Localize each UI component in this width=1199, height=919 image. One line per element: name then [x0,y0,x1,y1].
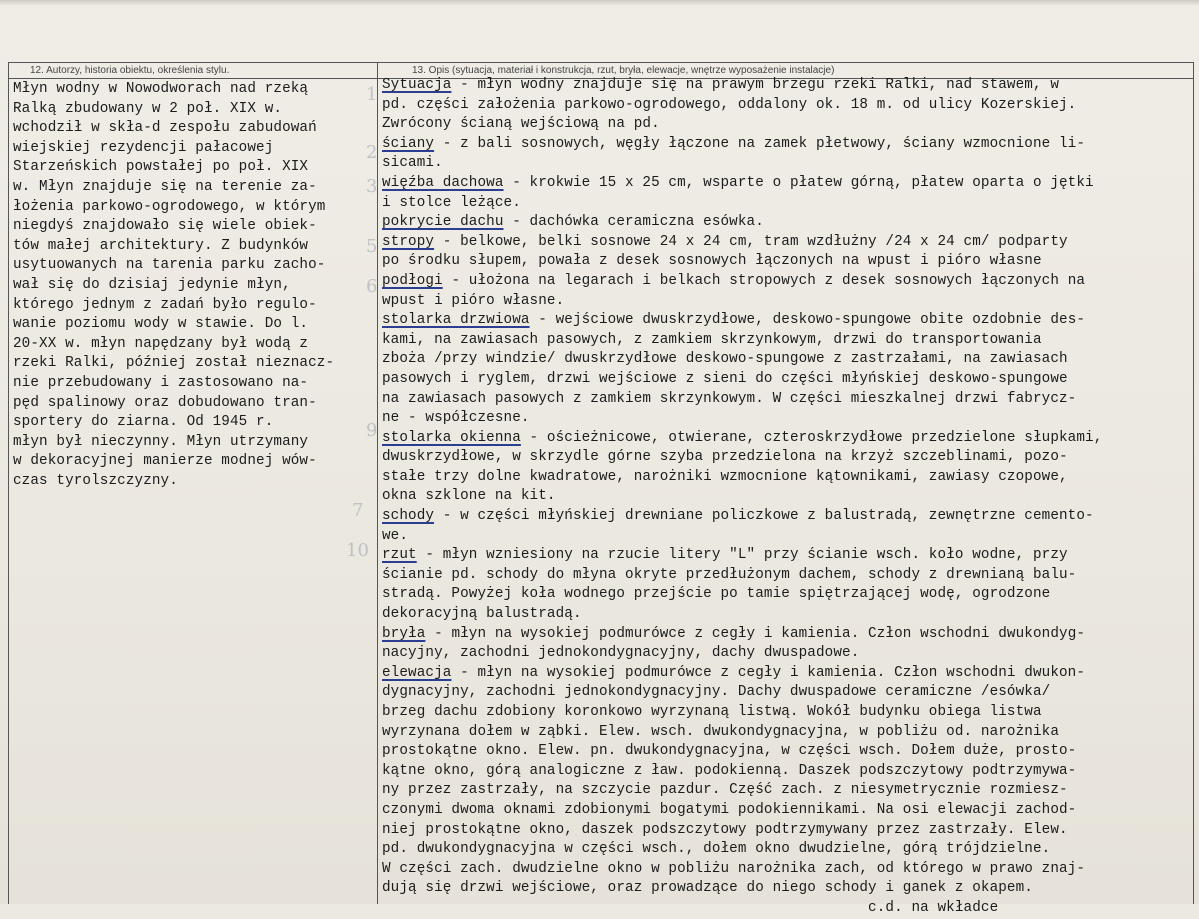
history-column-header: 12. Autorzy, historia obiektu, określenia stylu. [30,65,230,76]
description-term: Sytuacja [382,77,452,93]
margin-pencil-mark: 9 [366,420,378,441]
form-rule-left [8,62,9,904]
description-entry [382,900,998,916]
margin-pencil-mark: 5 [366,236,378,257]
description-body: - młyn wzniesiony na rzucie litery "L" przy ścianie wsch. koło wodne, przy ścianie pd. schody do młyna okryte przedłużonym dachem, schody z drewnianą balu- stradą. Powyżej koła wodnego przejście po tamie spiętrzającej wodę, ogrodzone dekoracyjną balustradą. [382,547,1077,623]
description-term: schody [382,508,435,525]
paper-top-edge [0,0,1199,6]
description-body: - belkowe, belki sosnowe 24 x 24 cm, tram wzdłużny /24 x 24 cm/ podparty po środku słupem, powała z desek sosnowych łączonych na wpust i pióro własne [382,233,1068,270]
description-entry [382,136,1085,172]
description-body: - młyn na wysokiej podmurówce z cegły i kamienia. Człon wschodni dwukondyg- nacyjny, zachodni jednokondygnacyjny, dachy dwuspadowe. [382,625,1086,662]
description-entry [382,430,1102,505]
description-body: - dachówka ceramiczna esówka. [503,214,764,231]
description-term: więźba dachowa [382,174,504,191]
description-term: podłogi [382,272,443,289]
description-term: stropy [382,233,435,250]
margin-pencil-mark: 3 [366,176,378,197]
description-entry [382,665,1085,897]
description-entry [382,175,1094,211]
description-entry [382,312,1085,426]
description-column-header: 13. Opis (sytuacja, materiał i konstrukcja, rzut, bryła, elewacje, wnętrze wyposażenie instalacje) [412,65,835,76]
margin-pencil-mark: 1 [366,84,378,105]
description-term: stolarka drzwiowa [382,312,530,329]
description-body: - w części młyńskiej drewniane policzkowe z balustradą, zewnętrzne cemento- we. [382,508,1094,544]
description-body: - ułożona na legarach i belkach stropowych z desek sosnowych łączonych na wpust i pióro własne. [382,272,1086,309]
description-term: rzut [382,547,417,564]
history-text: Młyn wodny w Nowodworach nad rzeką Ralką zbudowany w 2 poł. XIX w. wchodził w skła-d zespołu zabudowań wiejskiej rezydencji pałacowej Starzeńskich powstałej po poł. XIX w. Młyn znajduje się na terenie za- łożenia parkowo-ogrodowego, w którym niegdyś znajdowało się wiele obiek- tów małej architektury. Z budynków usytuowanych na tarenia parku zacho- wał się do dzisiaj jedynie młyn, którego jednym z zadań było regulo- wanie poziomu wody w stawie. Do l. 20-XX w. młyn napędzany był wodą z rzeki Ralki, później został nieznacz- nie przebudowany i zastosowano na- pęd spalinowy oraz dobudowano tran- sportery do ziarna. Od 1945 r. młyn był nieczynny. Młyn utrzymany w dekoracyjnej manierze modnej wów- czas tyrolszczyzny. [13,81,335,489]
margin-pencil-mark: 10 [346,540,369,561]
form-rule-top [8,62,1194,63]
description-entry [382,77,1076,132]
description-term: ściany [382,135,435,152]
description-body: - młyn na wysokiej podmurówce z cegły i kamienia. Człon wschodni dwukon- dygnacyjny, zachodni jednokondygnacyjny. Dachy dwuspadowe ceramiczne /esówka/ brzeg dachu zdobiony koronkowo wyrzynaną listwą. Wokół budynku obiega listwa wyrzynana dołem w ząbki. Elew. wsch. dwukondygnacyjna, w pobliżu od. narożnika prostokątne okno. Elew. pn. dwukondygnacyjna, w części wsch. Dołem duże, prosto- kątne okno, górą analogiczne z ław. podokienną. Daszek podszczytowy podtrzymywa- ny przez zastrzały, na szczycie pazdur. Część zach. z niesymetrycznie rozmiesz- czonymi dwoma oknami zdobionymi bogatymi podokiennikami. Na osi elewacji zachod- niej prostokątne okno, daszek podszczytowy podtrzymywany przez zastrzały. Elew. pd. dwukondygnacyjna w części wsch., dołem okno dwudzielne, górą trójdzielne. W części zach. dwudzielne okno w pobliżu narożnika zach, od którego w prawo znaj- dują się drzwi wejściowe, oraz prowadzące do niego schody i ganek z okapem. [382,664,1086,897]
description-text [382,76,1102,919]
description-term: pokrycie dachu [382,214,504,231]
description-body: - ościeżnicowe, otwierane, czteroskrzydłowe przedzielone słupkami, dwuskrzydłowe, w skrzydle górne szyba przedzielona na krzyż szczeblinami, pozo- stałe trzy dolne kwadratowe, narożniki wzmocnione kątownikami, zawiasy czopowe, okna szklone na kit. [382,429,1103,505]
margin-pencil-mark: 2 [366,142,378,163]
description-entry [382,214,764,230]
margin-pencil-mark: 6 [366,276,378,297]
description-body: - wejściowe dwuskrzydłowe, deskowo-spungowe obite ozdobnie des- kami, na zawiasach pasowych, z zamkiem skrzynkowym, drzwi do transportowania zboża /przy windzie/ dwuskrzydłowe deskowo-spungowe z zastrzałami, na zawiasach pasowych i ryglem, drzwi wejściowe z sieni do części młyńskiej deskowo-spungowe na zawiasach pasowych z zamkiem skrzynkowym. W części mieszkalnej drzwi fabrycz- ne - współczesne. [382,312,1086,427]
description-body: - z bali sosnowych, węgły łączone na zamek płetwowy, ściany wzmocnione li- sicami. [382,135,1086,172]
description-term: bryła [382,625,426,642]
margin-pencil-mark: 7 [352,500,364,521]
description-entry [382,547,1076,622]
description-entry [382,508,1094,544]
description-body: c.d. na wkładce [382,899,999,916]
form-rule-right [1193,62,1194,904]
description-entry [382,234,1068,270]
description-body: - młyn wodny znajduje się na prawym brzegu rzeki Ralki, nad stawem, w pd. części założenia parkowo-ogrodowego, oddalony ok. 18 m. od ulicy Kozerskiej. Zwrócony ścianą wejściową na pd. [382,77,1077,133]
description-term: stolarka okienna [382,429,521,446]
description-body: - krokwie 15 x 25 cm, wsparte o płatew górną, płatew oparta o jętki i stolce leżące. [382,174,1094,211]
description-entry [382,273,1085,309]
description-entry [382,626,1085,662]
description-term: elewacja [382,664,452,681]
